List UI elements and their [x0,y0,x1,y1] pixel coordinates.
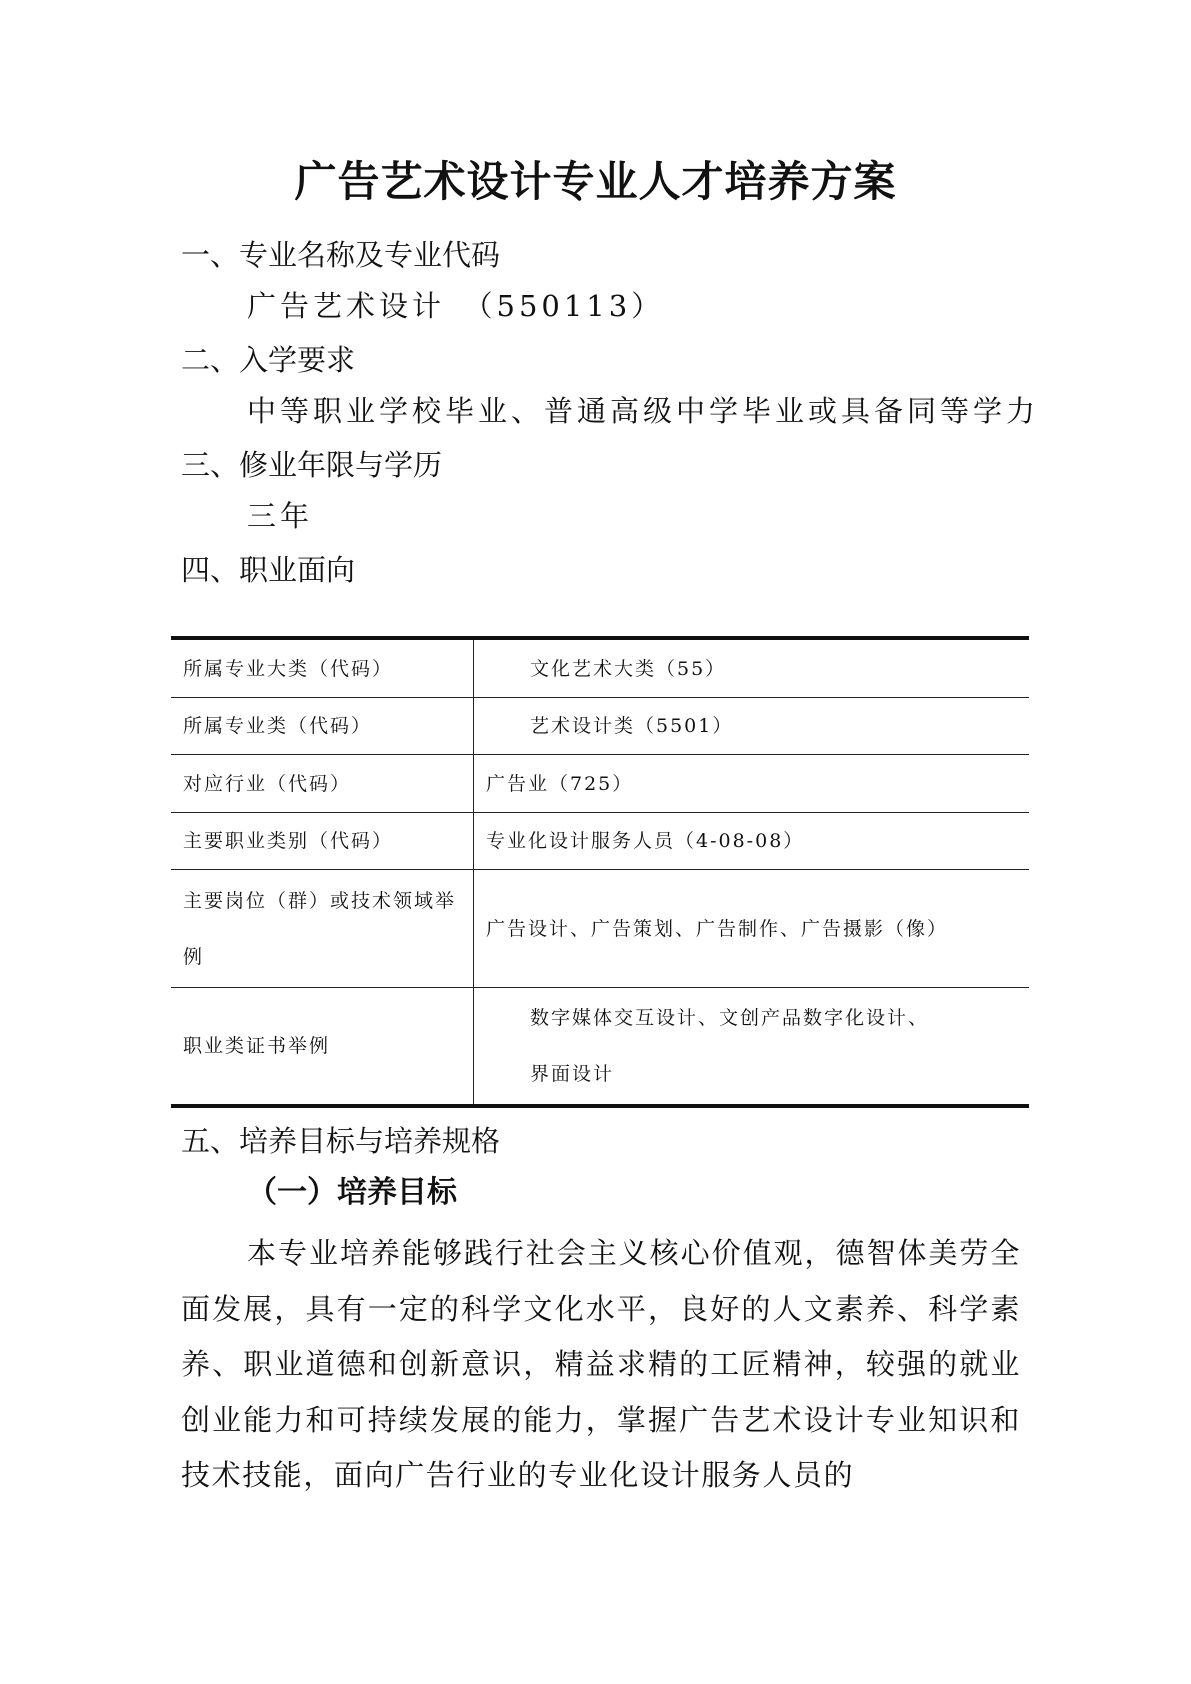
table-row [171,870,1029,988]
table-row [171,638,1029,698]
admission-requirement: 中等职业学校毕业、普通高级中学毕业或具备同等学力 [247,394,1040,428]
section-heading-duration: 三、修业年限与学历 [181,448,443,482]
section-heading-training-goals: 五、培养目标与培养规格 [181,1124,501,1158]
table-key-cell: 所属专业类（代码） [171,698,474,755]
table-key-cell [171,870,474,988]
table-row [171,755,1029,813]
table-key-cell: 职业类证书举例 [171,988,474,1107]
major-name-and-code: 广告艺术设计 （550113） [247,289,665,323]
table-row [171,813,1029,870]
table-key-line: 例 [183,945,205,968]
table-value-line: 数字媒体交互设计、文创产品数字化设计、 [530,1007,930,1029]
table-row [171,988,1029,1107]
training-objective-paragraph: 本专业培养能够践行社会主义核心价值观，德智体美劳全面发展，具有一定的科学文化水平，良好的人文素养、科学素养、职业道德和创新意识，精益求精的工匠精神，较强的就业创业能力和可持续发展的能力，掌握广告艺术设计专业知识和技术技能，面向广告行业的专业化设计服务人员的 [181,1236,1021,1492]
career-orientation-table [171,636,1029,1108]
table-key-cell: 对应行业（代码） [171,755,474,813]
table-value-cell: 广告业（725） [474,755,1030,813]
section-heading-admission: 二、入学要求 [181,343,356,377]
table-key-line: 主要岗位（群）或技术领域举 [183,889,457,912]
table-value-line: 界面设计 [530,1063,615,1085]
table-value-cell: 文化艺术大类（55） [530,657,727,680]
table-value-cell: 广告设计、广告策划、广告制作、广告摄影（像） [474,870,1030,988]
table-key-cell: 主要职业类别（代码） [171,813,474,870]
subsection-heading-training-objective: （一）培养目标 [247,1175,457,1210]
table-value-cell: 专业化设计服务人员（4-08-08） [474,813,1030,870]
table-value-cell [474,988,1030,1107]
section-heading-career: 四、职业面向 [181,553,356,587]
table-row [171,698,1029,755]
table-value-cell: 艺术设计类（5501） [474,698,1030,755]
table-key-cell: 所属专业大类（代码） [171,638,474,698]
study-duration: 三年 [247,499,314,533]
section-heading-major-name: 一、专业名称及专业代码 [181,238,501,272]
document-title: 广告艺术设计专业人才培养方案 [294,157,897,206]
